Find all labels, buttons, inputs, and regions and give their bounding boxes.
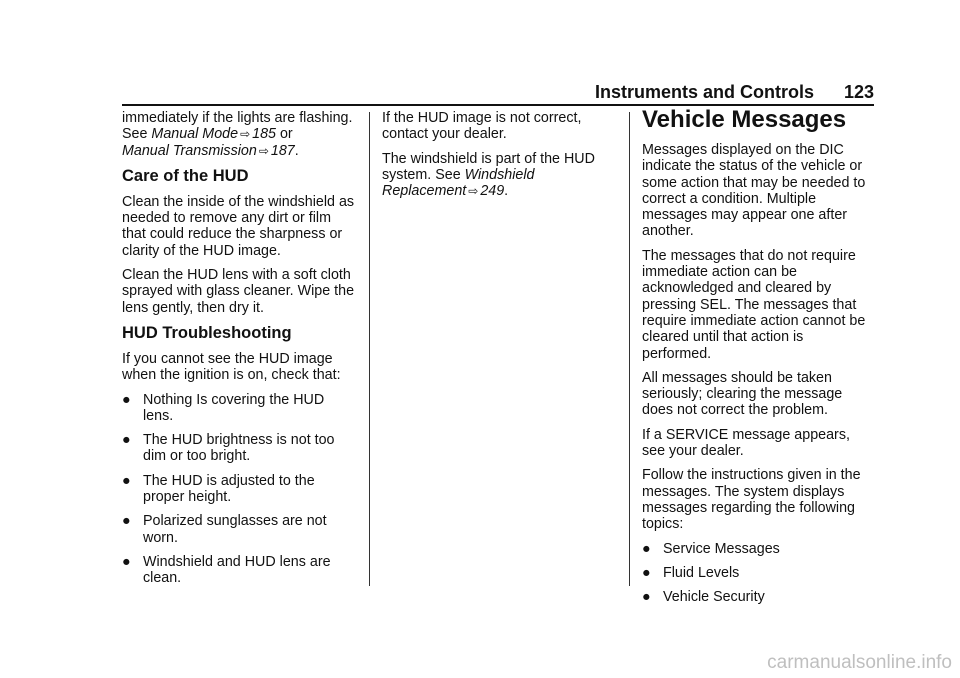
messages-paragraph-2: The messages that do not require immediate action can be acknowledged and cleared by pressing SEL. The messages that require immediate action cannot be cleared until that action is performed. — [642, 247, 866, 362]
list-item: ● Vehicle Security — [642, 589, 765, 606]
messages-paragraph-3: All messages should be taken seriously; clearing the message does not correct the problem. — [642, 369, 843, 419]
bullet-icon: ● — [642, 564, 651, 581]
bullet-icon: ● — [122, 472, 131, 489]
list-item: ● Windshield and HUD lens are clean. — [122, 553, 331, 587]
watermark: carmanualsonline.info — [767, 652, 952, 673]
page-ref-arrow-icon: ⇨ — [468, 184, 479, 199]
windshield-replacement-link[interactable]: Windshield Replacement — [382, 166, 535, 200]
manual-transmission-link[interactable]: Manual Transmission — [122, 142, 257, 159]
care-paragraph-1: Clean the inside of the windshield as needed to remove any dirt or film that could reduce the sharpness or clarity of the HUD image. — [122, 193, 355, 259]
page-number: 123 — [843, 82, 874, 102]
bullet-icon: ● — [642, 540, 651, 557]
list-item: ● Polarized sunglasses are not worn. — [122, 513, 327, 546]
care-heading: Care of the HUD — [122, 166, 249, 185]
messages-paragraph-5: Follow the instructions given in the messages. The system displays messages regarding the following topics: — [642, 467, 861, 533]
bullet-icon: ● — [122, 553, 131, 570]
list-item: ● Nothing Is covering the HUD lens. — [122, 391, 325, 424]
vehicle-messages-heading: Vehicle Messages — [642, 106, 847, 133]
list-item: ● Fluid Levels — [642, 564, 740, 581]
troubleshooting-heading: HUD Troubleshooting — [122, 323, 292, 342]
windshield-replacement-page[interactable]: 249 — [480, 183, 505, 200]
page-ref-arrow-icon: ⇨ — [240, 127, 251, 142]
messages-paragraph-1: Messages displayed on the DIC indicate the status of the vehicle or some action that may be needed to correct a condition. Multiple messages may appear one after another. — [642, 142, 866, 240]
bullet-icon: ● — [122, 432, 131, 449]
column-divider-2 — [629, 112, 630, 586]
messages-paragraph-4: If a SERVICE message appears, see your dealer. — [642, 426, 850, 460]
column-3 — [642, 106, 874, 613]
list-item: ● Service Messages — [642, 540, 780, 557]
intro-paragraph: immediately if the lights are flashing. See Manual Mode ⇨ 185 or Manual Transmission ⇨ 187. — [122, 110, 353, 159]
list-item: ● The HUD is adjusted to the proper height. — [122, 472, 315, 506]
column-2 — [382, 110, 614, 207]
section-title: Instruments and Controls — [594, 82, 814, 102]
hud-contact-paragraph: If the HUD image is not correct, contact your dealer. — [382, 110, 582, 143]
column-divider-1 — [369, 112, 370, 586]
message-topics-list — [642, 541, 874, 606]
page-header — [122, 82, 874, 106]
manual-transmission-page[interactable]: 187 — [270, 142, 295, 159]
bullet-icon: ● — [122, 391, 131, 408]
page-ref-arrow-icon: ⇨ — [258, 143, 269, 158]
care-paragraph-2: Clean the HUD lens with a soft cloth sprayed with glass cleaner. Wipe the lens gently, then dry it. — [122, 267, 355, 316]
manual-mode-page[interactable]: 185 — [252, 126, 276, 143]
troubleshooting-list — [122, 392, 358, 587]
bullet-icon: ● — [642, 589, 651, 606]
windshield-paragraph: The windshield is part of the HUD system. See Windshield Replacement ⇨ 249. — [382, 150, 595, 200]
column-1 — [122, 110, 358, 595]
list-item: ● The HUD brightness is not too dim or too bright. — [122, 432, 335, 465]
bullet-icon: ● — [122, 513, 131, 530]
troubleshooting-intro: If you cannot see the HUD image when the ignition is on, check that: — [122, 350, 341, 384]
manual-mode-link[interactable]: Manual Mode — [151, 126, 239, 143]
